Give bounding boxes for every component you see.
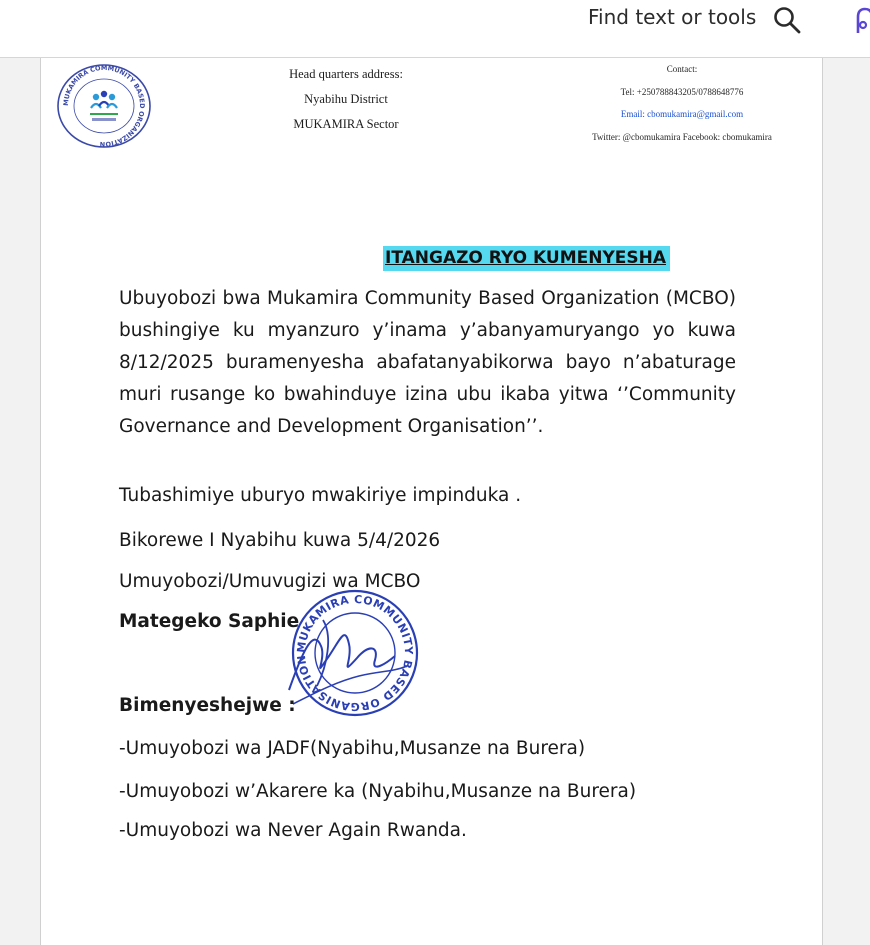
edge-tool-icon[interactable] — [850, 3, 870, 37]
document-page — [40, 58, 823, 945]
dated-line: Bikorewe I Nyabihu kuwa 5/4/2026 — [119, 530, 441, 551]
svg-text:MUKAMIRA COMMUNITY BASED ORGAN: MUKAMIRA COMMUNITY BASED ORGANISATION — [294, 592, 416, 714]
organization-logo — [54, 62, 154, 150]
hq-line: Head quarters address: — [289, 67, 403, 81]
contact-email: Email: cbomukamira@gmail.com — [620, 109, 744, 119]
letter-body: Ubuyobozi bwa Mukamira Community Based Organization (MCBO) bushingiye ku myanzuro y’inama y’abanyamuryango yo kuwa 8/12/2025 buramenyesha abafatanyabikorwa bayo n’abaturage muri rusange ko bwahinduye izina ubu ikaba yitwa ‘’Community Governance and Development Organisation’’. — [119, 288, 736, 437]
cc-item: -Umuyobozi wa JADF(Nyabihu,Musanze na Burera) — [119, 738, 586, 759]
contact-block — [527, 64, 837, 154]
signatory-name: Mategeko Saphie — [119, 611, 300, 632]
letter-heading: ITANGAZO RYO KUMENYESHA — [383, 246, 670, 271]
hq-line: MUKAMIRA Sector — [293, 117, 399, 131]
viewer-toolbar — [0, 0, 870, 58]
role-line: Umuyobozi/Umuvugizi wa MCBO — [119, 571, 421, 592]
cc-label: Bimenyeshejwe : — [119, 695, 296, 716]
cc-item: -Umuyobozi w’Akarere ka (Nyabihu,Musanze na Burera) — [119, 781, 637, 802]
svg-text:MUKAMIRA COMMUNITY BASED ORGAN: MUKAMIRA COMMUNITY BASED ORGANIZATION — [61, 63, 147, 149]
hq-line: Nyabihu District — [304, 92, 388, 106]
thanks-line: Tubashimiye uburyo mwakiriye impinduka . — [119, 485, 522, 506]
contact-twitter: Twitter: @cbomukamira Facebook: cbomukamira — [592, 131, 772, 142]
organization-stamp — [283, 586, 425, 720]
headquarters-address — [261, 68, 431, 143]
find-text-or-tools-label[interactable]: Find text or tools — [588, 5, 757, 29]
search-icon[interactable] — [772, 5, 802, 35]
contact-title: Contact: — [666, 64, 698, 74]
contact-tel: Tel: +250788843205/0788648776 — [620, 86, 744, 97]
cc-item: -Umuyobozi wa Never Again Rwanda. — [119, 820, 467, 841]
